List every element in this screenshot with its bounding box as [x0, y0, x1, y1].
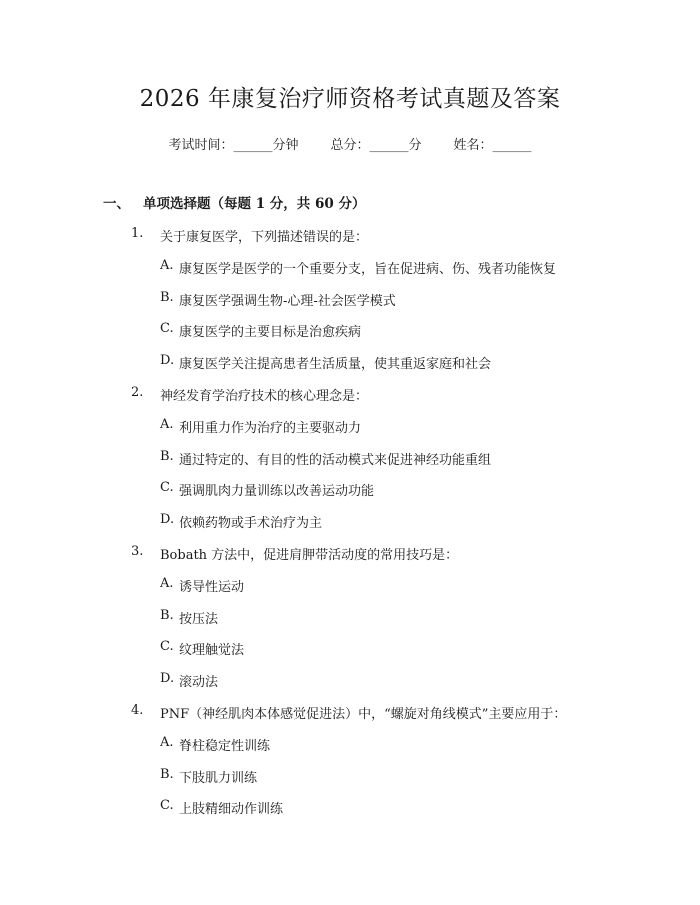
- question-text: 神经发育学治疗技术的核心理念是：: [160, 388, 369, 404]
- answer-option: [0, 449, 700, 481]
- answer-option: [0, 576, 700, 608]
- question-number: 2.: [131, 384, 144, 400]
- option-letter: C.: [160, 321, 174, 337]
- option-text: 上肢精细动作训练: [179, 802, 284, 818]
- option-text: 康复医学强调生物-心理-社会医学模式: [179, 293, 396, 309]
- option-letter: D.: [160, 353, 175, 369]
- answer-option: [0, 321, 700, 353]
- option-text: 依赖药物或手术治疗为主: [179, 516, 323, 532]
- option-text: 滚动法: [179, 675, 219, 691]
- section-title: 单项选择题（每题 1 分，共 60 分）: [143, 196, 366, 212]
- option-letter: C.: [160, 480, 174, 496]
- answer-option: [0, 290, 700, 322]
- option-text: 利用重力作为治疗的主要驱动力: [179, 420, 362, 436]
- option-letter: B.: [160, 607, 174, 623]
- answer-option: [0, 735, 700, 767]
- section-heading: [103, 192, 365, 212]
- option-letter: C.: [160, 639, 174, 655]
- option-text: 康复医学是医学的一个重要分支，旨在促进病、伤、残者功能恢复: [179, 261, 557, 277]
- option-letter: A.: [160, 416, 174, 432]
- answer-option: [0, 639, 700, 671]
- option-text: 康复医学关注提高患者生活质量，使其重返家庭和社会: [179, 357, 492, 373]
- question: [0, 385, 700, 417]
- exam-time-field: 考试时间：______分钟: [168, 138, 299, 153]
- answer-option: [0, 480, 700, 512]
- answer-option: [0, 608, 700, 640]
- answer-option: [0, 417, 700, 449]
- name-field: 姓名：______: [453, 138, 532, 153]
- option-letter: B.: [160, 766, 174, 782]
- question-text: Bobath 方法中，促进肩胛带活动度的常用技巧是：: [160, 547, 459, 563]
- option-text: 脊柱稳定性训练: [179, 738, 271, 754]
- option-text: 诱导性运动: [179, 579, 245, 595]
- answer-option: [0, 353, 700, 385]
- option-text: 通过特定的、有目的性的活动模式来促进神经功能重组: [179, 452, 492, 468]
- total-score-field: 总分：______分: [330, 138, 422, 153]
- option-letter: B.: [160, 448, 174, 464]
- question: [0, 544, 700, 576]
- option-text: 强调肌肉力量训练以改善运动功能: [179, 484, 375, 500]
- question: [0, 703, 700, 735]
- question-number: 3.: [131, 543, 144, 559]
- question-text: PNF（神经肌肉本体感觉促进法）中，“螺旋对角线模式”主要应用于：: [160, 706, 567, 722]
- option-letter: C.: [160, 798, 174, 814]
- exam-info-line: [0, 134, 700, 153]
- option-text: 康复医学的主要目标是治愈疾病: [179, 325, 362, 341]
- question-number: 4.: [131, 702, 144, 718]
- option-letter: B.: [160, 289, 174, 305]
- option-letter: A.: [160, 734, 174, 750]
- question-number: 1.: [131, 226, 144, 241]
- option-letter: D.: [160, 671, 175, 687]
- answer-option: [0, 798, 700, 830]
- option-letter: A.: [160, 575, 174, 591]
- page-title: 2026 年康复治疗师资格考试真题及答案: [139, 86, 561, 112]
- answer-option: [0, 671, 700, 703]
- option-text: 纹理触觉法: [179, 643, 245, 659]
- option-text: 下肢肌力训练: [179, 770, 258, 786]
- option-text: 按压法: [179, 611, 219, 627]
- question-text: 关于康复医学，下列描述错误的是：: [160, 230, 369, 245]
- answer-option: [0, 512, 700, 544]
- answer-option: [0, 767, 700, 799]
- question: [0, 226, 700, 258]
- option-letter: D.: [160, 512, 175, 528]
- question-list: [0, 226, 700, 830]
- section-number: 一、: [103, 196, 130, 212]
- option-letter: A.: [160, 257, 174, 273]
- answer-option: [0, 258, 700, 290]
